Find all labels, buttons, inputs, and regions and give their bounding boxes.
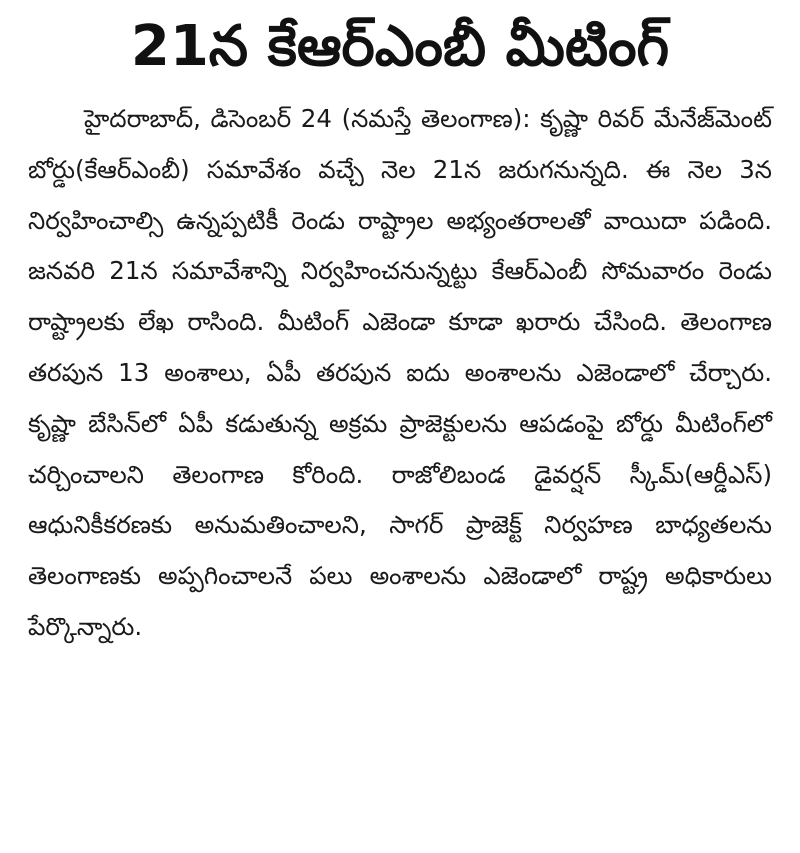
headline: 21న కేఆర్‌ఎంబీ మీటింగ్ <box>130 14 670 79</box>
dateline: హైదరాబాద్, డిసెంబర్ 24 (నమస్తే తెలంగాణ): <box>84 104 531 133</box>
article-body <box>28 94 772 653</box>
article-text: కృష్ణా రివర్ మేనేజ్‌మెంట్ బోర్డు(కేఆర్‌ఎంబీ) సమావేశం వచ్చే నెల 21న జరుగనున్నది. ఈ నెల 3న నిర్వహించాల్సి ఉన్నప్పటికీ రెండు రాష్ట్రాల అభ్యంతరాలతో వాయిదా పడింది. జనవరి 21న సమావేశాన్ని నిర్వహించనున్నట్టు కేఆర్‌ఎంబీ సోమవారం రెండు రాష్ట్రాలకు లేఖ రాసింది. మీటింగ్ ఎజెండా కూడా ఖరారు చేసింది. తెలంగాణ తరపున 13 అంశాలు, ఏపీ తరపున ఐదు అంశాలను ఎజెండాలో చేర్చారు. కృష్ణా బేసిన్‌లో ఏపీ కడుతున్న అక్రమ ప్రాజెక్టులను ఆపడంపై బోర్డు మీటింగ్‌లో చర్చించాలని తెలంగాణ కోరింది. రాజోలిబండ డైవర్షన్ స్కీమ్(ఆర్డీఎస్) ఆధునికీకరణకు అనుమతించాలని, సాగర్ ప్రాజెక్ట్ నిర్వహణ బాధ్యతలను తెలంగాణకు అప్పగించాలనే పలు అంశాలను ఎజెండాలో రాష్ట్ర అధికారులు పేర్కొన్నారు. <box>28 104 772 641</box>
